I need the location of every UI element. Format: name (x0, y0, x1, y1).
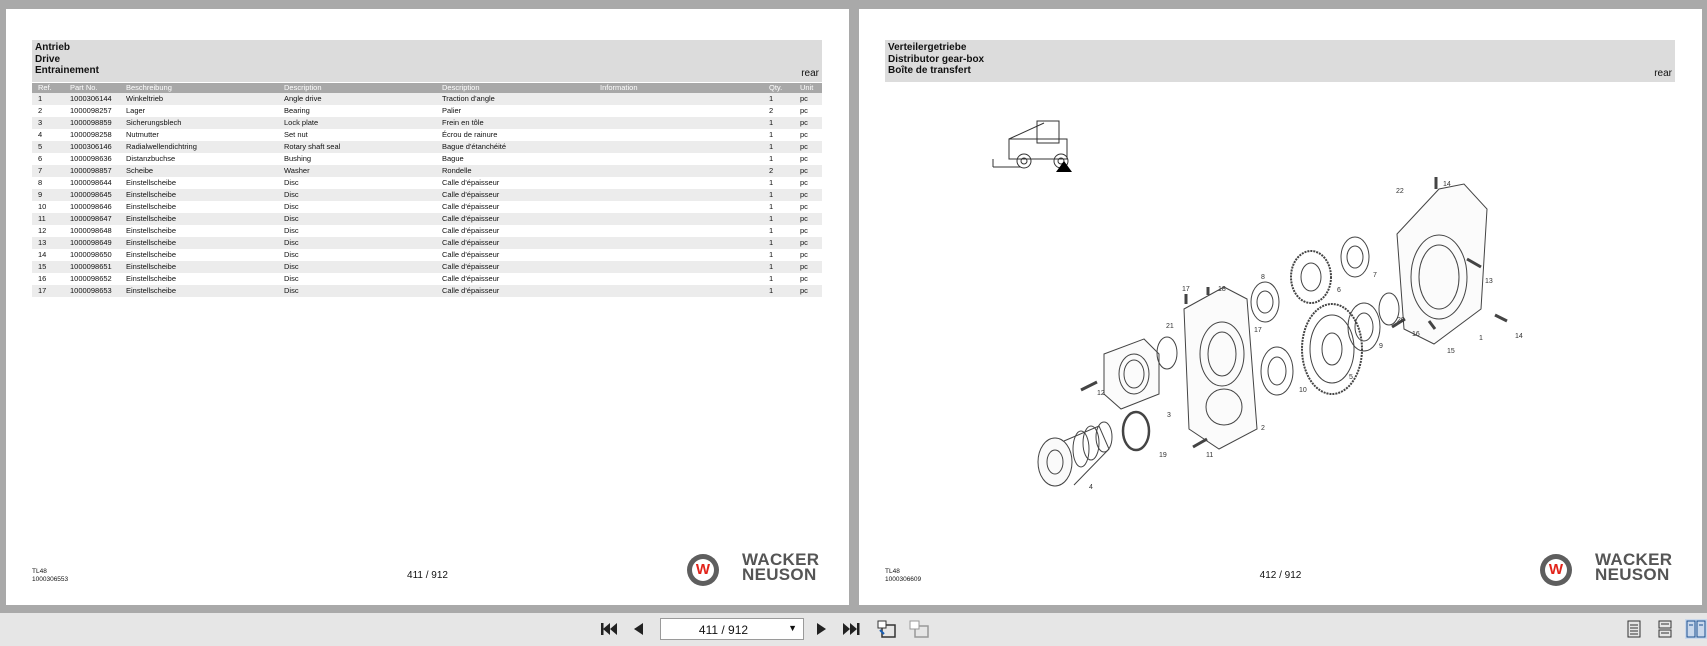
page-header (32, 40, 822, 82)
row-unit: pc (800, 166, 808, 175)
part-19-ring (1123, 412, 1149, 450)
part-6-gear (1291, 251, 1331, 303)
row-part-no: 1000098644 (70, 178, 112, 187)
wacker-neuson-logo (1540, 552, 1680, 592)
callout-11: 11 (1206, 452, 1214, 459)
row-ref: 16 (38, 274, 47, 283)
footer-model: TL48 (885, 568, 900, 575)
table-row (32, 273, 822, 285)
row-description-fr: Rondelle (442, 166, 472, 175)
row-qty: 1 (769, 274, 774, 283)
row-unit: pc (800, 274, 808, 283)
brand-line-1: WACKER (742, 550, 820, 569)
row-unit: pc (800, 214, 808, 223)
col-description-en: Description (284, 83, 322, 92)
col-ref: Ref. (38, 83, 52, 92)
callout-20: 20 (1397, 317, 1405, 324)
row-beschreibung: Einstellscheibe (126, 202, 177, 211)
two-page-view-button[interactable] (1685, 619, 1707, 639)
callout-18: 18 (1218, 286, 1226, 293)
row-description-en: Bushing (284, 154, 312, 163)
row-description-en: Rotary shaft seal (284, 142, 341, 151)
row-qty: 1 (769, 178, 774, 187)
two-page-icon (1686, 620, 1706, 638)
last-page-icon (842, 621, 860, 637)
row-beschreibung: Einstellscheibe (126, 286, 177, 295)
callout-15: 15 (1447, 348, 1455, 355)
previous-page-button[interactable] (628, 619, 648, 639)
row-part-no: 1000306144 (70, 94, 112, 103)
table-row (32, 249, 822, 261)
fit-page-button[interactable] (875, 619, 899, 639)
row-part-no: 1000306146 (70, 142, 112, 151)
row-description-fr: Calle d'épaisseur (442, 202, 500, 211)
continuous-icon (1657, 620, 1673, 638)
row-qty: 1 (769, 118, 774, 127)
row-part-no: 1000098652 (70, 274, 112, 283)
part-5-large-gear (1302, 304, 1362, 394)
parts-table (32, 83, 822, 297)
row-description-en: Disc (284, 214, 299, 223)
row-description-fr: Frein en tôle (442, 118, 484, 127)
row-unit: pc (800, 130, 808, 139)
row-part-no: 1000098645 (70, 190, 112, 199)
row-qty: 1 (769, 130, 774, 139)
row-ref: 5 (38, 142, 43, 151)
part-8-bearing (1251, 282, 1279, 322)
row-beschreibung: Distanzbuchse (126, 154, 176, 163)
page-number: 411 / 912 (407, 570, 448, 581)
row-description-fr: Calle d'épaisseur (442, 214, 500, 223)
row-qty: 1 (769, 154, 774, 163)
row-description-fr: Écrou de rainure (442, 130, 498, 139)
part-7-bearing (1341, 237, 1369, 277)
row-part-no: 1000098649 (70, 238, 112, 247)
callout-12: 12 (1097, 390, 1105, 397)
row-unit: pc (800, 142, 808, 151)
row-ref: 11 (38, 214, 46, 223)
row-ref: 8 (38, 178, 43, 187)
row-qty: 1 (769, 238, 774, 247)
title-fr: Entrainement (35, 65, 99, 76)
row-ref: 12 (38, 226, 47, 235)
part-10-bearing (1261, 347, 1293, 395)
col-beschreibung: Beschreibung (126, 83, 172, 92)
row-description-en: Disc (284, 262, 299, 271)
row-part-no: 1000098647 (70, 214, 112, 223)
row-unit: pc (800, 286, 808, 295)
row-beschreibung: Lager (126, 106, 146, 115)
row-part-no: 1000098646 (70, 202, 112, 211)
col-description-fr: Description (442, 83, 480, 92)
row-description-fr: Bague (442, 154, 464, 163)
row-beschreibung: Scheibe (126, 166, 154, 175)
row-unit: pc (800, 250, 808, 259)
row-ref: 1 (38, 94, 43, 103)
row-part-no: 1000098257 (70, 106, 112, 115)
row-beschreibung: Einstellscheibe (126, 226, 177, 235)
row-part-no: 1000098653 (70, 286, 112, 295)
callout-14b: 14 (1515, 333, 1523, 340)
footer-doc-number: 1000306553 (32, 576, 69, 583)
brand-line-1: WACKER (1595, 550, 1673, 569)
callout-7: 7 (1373, 272, 1377, 279)
callout-17a: 17 (1182, 286, 1190, 293)
callout-9: 9 (1379, 343, 1383, 350)
row-beschreibung: Nutmutter (126, 130, 159, 139)
row-description-fr: Calle d'épaisseur (442, 286, 500, 295)
left-page (6, 9, 849, 605)
row-description-en: Disc (284, 274, 299, 283)
row-unit: pc (800, 118, 808, 127)
table-row (32, 237, 822, 249)
row-ref: 14 (38, 250, 47, 259)
table-row (32, 141, 822, 153)
table-row (32, 213, 822, 225)
row-description-fr: Calle d'épaisseur (442, 178, 500, 187)
table-row (32, 93, 822, 105)
row-description-fr: Calle d'épaisseur (442, 262, 500, 271)
callout-14a: 14 (1443, 181, 1451, 188)
continuous-view-button[interactable] (1655, 619, 1675, 639)
row-part-no: 1000098651 (70, 262, 112, 271)
row-description-en: Disc (284, 190, 299, 199)
position-label: rear (801, 68, 819, 79)
row-qty: 1 (769, 190, 774, 199)
position-label: rear (1654, 68, 1672, 79)
col-unit: Unit (800, 83, 814, 92)
col-information: Information (600, 83, 638, 92)
table-row (32, 105, 822, 117)
row-description-en: Washer (284, 166, 310, 175)
row-qty: 1 (769, 262, 774, 271)
brand-line-2: NEUSON (742, 565, 817, 584)
row-qty: 1 (769, 226, 774, 235)
part-2-housing (1184, 287, 1257, 449)
row-beschreibung: Einstellscheibe (126, 250, 177, 259)
row-description-fr: Calle d'épaisseur (442, 226, 500, 235)
row-description-fr: Calle d'épaisseur (442, 274, 500, 283)
row-beschreibung: Sicherungsblech (126, 118, 182, 127)
row-unit: pc (800, 178, 808, 187)
row-description-en: Disc (284, 226, 299, 235)
title-fr: Boîte de transfert (888, 65, 971, 76)
row-ref: 17 (38, 286, 47, 295)
row-description-fr: Calle d'épaisseur (442, 238, 500, 247)
callout-13: 13 (1485, 278, 1493, 285)
row-description-en: Disc (284, 178, 299, 187)
row-beschreibung: Radialwellendichtring (126, 142, 197, 151)
table-header (32, 83, 822, 93)
row-ref: 9 (38, 190, 43, 199)
row-beschreibung: Einstellscheibe (126, 274, 177, 283)
next-page-button[interactable] (811, 619, 831, 639)
table-row (32, 165, 822, 177)
wacker-neuson-logo (687, 552, 827, 592)
row-part-no: 1000098857 (70, 166, 112, 175)
footer-model: TL48 (32, 568, 47, 575)
title-de: Antrieb (35, 42, 70, 53)
logo-mark: W (695, 561, 711, 578)
row-description-en: Bearing (284, 106, 310, 115)
callout-1: 1 (1479, 335, 1483, 342)
single-page-icon (1626, 620, 1642, 638)
part-20-ring (1379, 293, 1399, 325)
title-en: Distributor gear-box (888, 53, 985, 65)
row-part-no: 1000098258 (70, 130, 112, 139)
row-qty: 2 (769, 106, 774, 115)
fit-width-icon (908, 619, 930, 639)
row-unit: pc (800, 202, 808, 211)
fit-width-button[interactable] (907, 619, 931, 639)
callout-5: 5 (1349, 374, 1353, 381)
row-beschreibung: Winkeltrieb (126, 94, 164, 103)
row-unit: pc (800, 94, 808, 103)
callout-22: 22 (1396, 188, 1404, 195)
next-page-icon (814, 621, 828, 637)
viewer-toolbar (0, 613, 1707, 646)
col-qty: Qty. (769, 83, 783, 92)
row-description-fr: Bague d'étanchéité (442, 142, 506, 151)
row-description-fr: Calle d'épaisseur (442, 250, 500, 259)
row-ref: 2 (38, 106, 43, 115)
callout-16: 16 (1412, 331, 1420, 338)
row-part-no: 1000098636 (70, 154, 112, 163)
row-ref: 4 (38, 130, 43, 139)
callout-10: 10 (1299, 387, 1307, 394)
callout-17b: 17 (1254, 327, 1262, 334)
callout-3: 3 (1167, 412, 1171, 419)
row-part-no: 1000098859 (70, 118, 112, 127)
table-row (32, 117, 822, 129)
page-selector[interactable] (660, 618, 804, 640)
row-ref: 10 (38, 202, 47, 211)
row-ref: 6 (38, 154, 43, 163)
row-description-en: Lock plate (284, 118, 319, 127)
row-description-en: Angle drive (284, 94, 322, 103)
part-9-bearing (1348, 303, 1380, 351)
title-en: Drive (35, 53, 61, 65)
row-beschreibung: Einstellscheibe (126, 262, 177, 271)
callout-8: 8 (1261, 274, 1265, 281)
row-beschreibung: Einstellscheibe (126, 214, 177, 223)
row-qty: 1 (769, 250, 774, 259)
row-unit: pc (800, 238, 808, 247)
row-part-no: 1000098650 (70, 250, 112, 259)
right-page (859, 9, 1702, 605)
col-part-no: Part No. (70, 83, 98, 92)
title-de: Verteilergetriebe (888, 42, 967, 53)
row-ref: 7 (38, 166, 43, 175)
callout-6: 6 (1337, 287, 1341, 294)
row-unit: pc (800, 190, 808, 199)
row-qty: 1 (769, 94, 774, 103)
row-qty: 2 (769, 166, 774, 175)
row-description-en: Set nut (284, 130, 308, 139)
callout-19: 19 (1159, 452, 1167, 459)
first-page-button[interactable] (598, 619, 620, 639)
callout-4: 4 (1089, 484, 1093, 491)
table-row (32, 285, 822, 297)
row-ref: 15 (38, 262, 47, 271)
row-unit: pc (800, 262, 808, 271)
row-unit: pc (800, 226, 808, 235)
row-part-no: 1000098648 (70, 226, 112, 235)
table-row (32, 201, 822, 213)
row-ref: 3 (38, 118, 43, 127)
part-21-oring (1157, 337, 1177, 369)
row-description-en: Disc (284, 238, 299, 247)
table-row (32, 261, 822, 273)
footer-doc-number: 1000306609 (885, 576, 922, 583)
callout-2: 2 (1261, 425, 1265, 432)
logo-mark: W (1548, 561, 1564, 578)
part-3-cover (1104, 339, 1159, 409)
machine-locator-icon (993, 121, 1068, 168)
row-description-fr: Calle d'épaisseur (442, 190, 500, 199)
row-description-en: Disc (284, 286, 299, 295)
row-beschreibung: Einstellscheibe (126, 178, 177, 187)
row-unit: pc (800, 106, 808, 115)
row-unit: pc (800, 154, 808, 163)
row-beschreibung: Einstellscheibe (126, 190, 177, 199)
single-page-view-button[interactable] (1624, 619, 1644, 639)
previous-page-icon (631, 621, 645, 637)
dropdown-icon[interactable]: ▼ (788, 623, 797, 633)
row-description-en: Disc (284, 202, 299, 211)
row-qty: 1 (769, 286, 774, 295)
row-description-en: Disc (284, 250, 299, 259)
first-page-icon (600, 621, 618, 637)
brand-line-2: NEUSON (1595, 565, 1670, 584)
row-description-fr: Traction d'angle (442, 94, 495, 103)
table-row (32, 189, 822, 201)
part-4-flange-shaft (1038, 422, 1112, 486)
callout-21: 21 (1166, 323, 1174, 330)
table-row (32, 129, 822, 141)
page-input[interactable]: 411 / 912 (698, 623, 749, 637)
row-qty: 1 (769, 214, 774, 223)
row-beschreibung: Einstellscheibe (126, 238, 177, 247)
last-page-button[interactable] (840, 619, 862, 639)
row-description-fr: Palier (442, 106, 462, 115)
table-row (32, 225, 822, 237)
page-number: 412 / 912 (1259, 570, 1302, 581)
table-row (32, 177, 822, 189)
fit-page-icon (876, 619, 898, 639)
row-qty: 1 (769, 142, 774, 151)
row-ref: 13 (38, 238, 47, 247)
table-row (32, 153, 822, 165)
exploded-view-diagram (859, 9, 1702, 549)
row-qty: 1 (769, 202, 774, 211)
